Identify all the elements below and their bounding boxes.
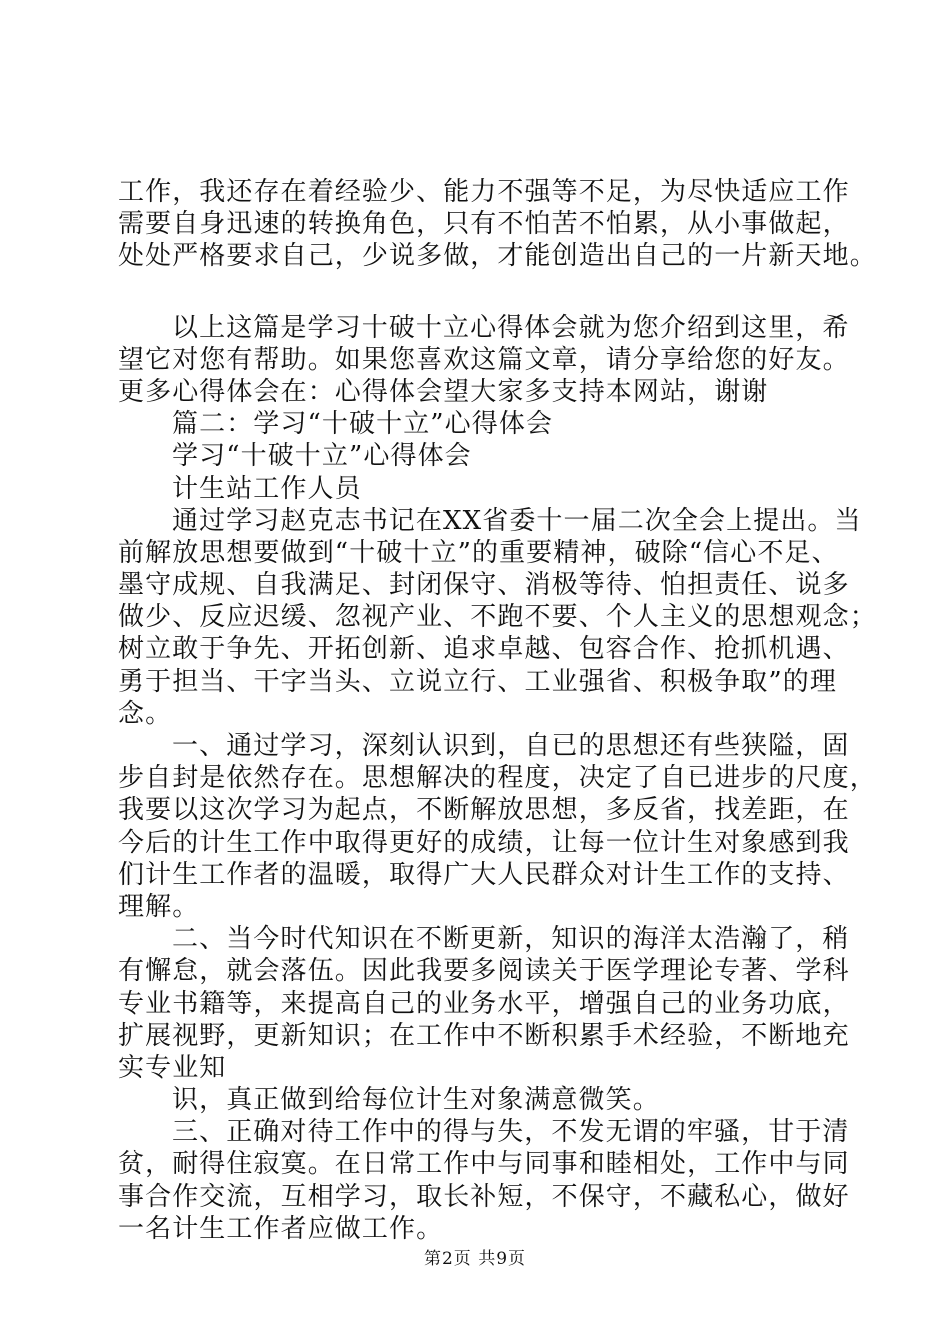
text-line: 事合作交流，互相学习，取长补短，不保守，不藏私心，做好 bbox=[118, 1181, 850, 1212]
text-line: 更多心得体会在：心得体会望大家多支持本网站，谢谢 bbox=[118, 376, 769, 407]
text-line: 望它对您有帮助。如果您喜欢这篇文章，请分享给您的好友。 bbox=[118, 344, 850, 375]
text-line: 一名计生工作者应做工作。 bbox=[118, 1213, 444, 1244]
text-line: 贫，耐得住寂寞。在日常工作中与同事和睦相处，工作中与同 bbox=[118, 1149, 850, 1180]
text-line: 实专业知 bbox=[118, 1052, 227, 1083]
text-line: 有懈怠，就会落伍。因此我要多阅读关于医学理论专著、学科 bbox=[118, 956, 850, 987]
text-line: 一、通过学习，深刻认识到，自已的思想还有些狭隘，固 bbox=[172, 731, 850, 761]
text-line: 以上这篇是学习十破十立心得体会就为您介绍到这里，希 bbox=[172, 312, 850, 343]
article-title: 学习“十破十立”心得体会 bbox=[172, 441, 472, 472]
text-line: 树立敢于争先、开拓创新、追求卓越、包容合作、抢抓机遇、 bbox=[118, 634, 850, 665]
text-line: 们计生工作者的温暖，取得广大人民群众对计生工作的支持、 bbox=[118, 859, 850, 890]
text-line: 处处严格要求自己，少说多做，才能创造出自己的一片新天地。 bbox=[118, 241, 877, 272]
text-line: 我要以这次学习为起点，不断解放思想，多反省，找差距，在 bbox=[118, 795, 850, 826]
text-line: 需要自身迅速的转换角色，只有不怕苦不怕累，从小事做起， bbox=[118, 209, 850, 240]
section-heading: 篇二：学习“十破十立”心得体会 bbox=[172, 409, 554, 440]
page-number-footer: 第2页 共9页 bbox=[423, 1249, 527, 1269]
document-body bbox=[118, 176, 877, 1245]
text-line: 墨守成规、自我满足、封闭保守、消极等待、怕担责任、说多 bbox=[118, 570, 850, 601]
text-line: 扩展视野，更新知识；在工作中不断积累手术经验，不断地充 bbox=[118, 1020, 850, 1051]
text-line: 念。 bbox=[118, 698, 173, 729]
text-line: 二、当今时代知识在不断更新，知识的海洋太浩瀚了，稍 bbox=[172, 924, 850, 955]
text-line: 前解放思想要做到“十破十立”的重要精神，破除“信心不足、 bbox=[118, 537, 839, 568]
text-line: 专业书籍等，来提高自己的业务水平，增强自己的业务功底， bbox=[118, 988, 850, 1019]
paragraph-gap bbox=[118, 273, 844, 312]
text-line: 识，真正做到给每位计生对象满意微笑。 bbox=[172, 1085, 660, 1116]
text-line: 工作，我还存在着经验少、能力不强等不足，为尽快适应工作 bbox=[118, 177, 850, 207]
text-line: 三、正确对待工作中的得与失，不发无谓的牢骚，甘于清 bbox=[172, 1117, 850, 1148]
text-line: 理解。 bbox=[118, 891, 200, 922]
text-line: 勇于担当、干字当头、立说立行、工业强省、积极争取”的理 bbox=[118, 666, 837, 697]
text-line: 做少、反应迟缓、忽视产业、不跑不要、个人主义的思想观念； bbox=[118, 602, 877, 633]
author-line: 计生站工作人员 bbox=[172, 473, 362, 504]
text-line: 通过学习赵克志书记在XX省委十一届二次全会上提出。当 bbox=[172, 505, 862, 536]
text-line: 步自封是依然存在。思想解决的程度，决定了自已进步的尺度， bbox=[118, 763, 877, 794]
text-line: 今后的计生工作中取得更好的成绩，让每一位计生对象感到我 bbox=[118, 827, 850, 858]
